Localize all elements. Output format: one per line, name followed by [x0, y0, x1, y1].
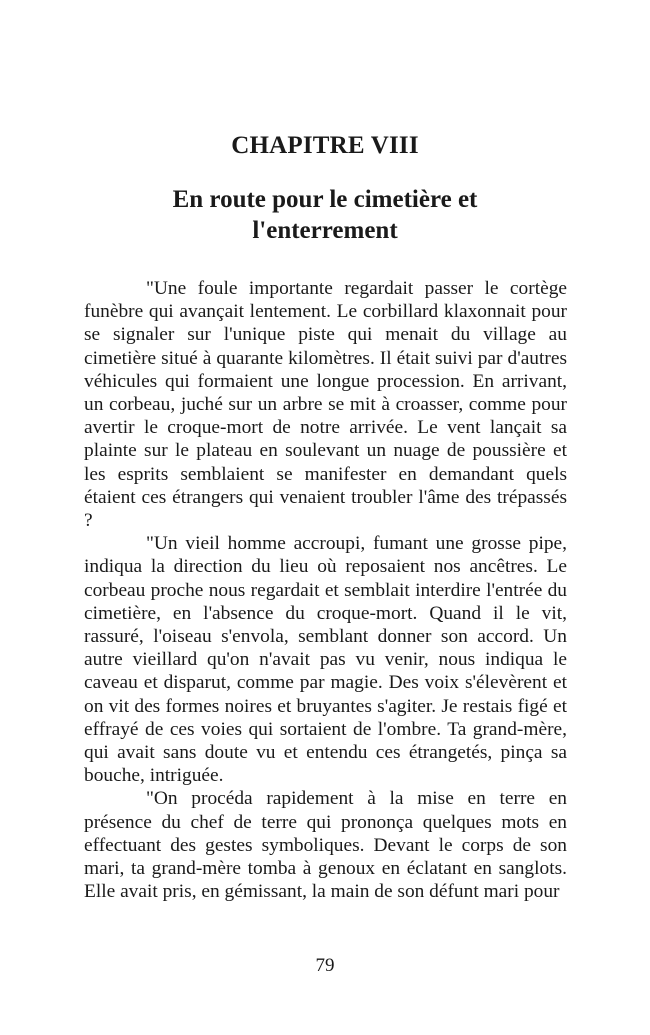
chapter-title: En route pour le cimetière et l'enterrement — [172, 186, 478, 244]
page-number: 79 — [315, 955, 335, 976]
paragraph: "Une foule importante regardait passer le cortège funèbre qui avançait lentement. Le corbillard klaxonnait pour se signaler sur l'unique piste qui menait du village au cimetière situé à quarante kilomètres. Il était suivi par d'autres véhicules qui formaient une longue procession. En arrivant, un corbeau, juché sur un arbre se mit à croasser, comme pour avertir le croque-mort de notre arrivée. Le vent lançait sa plainte sur le plateau en soulevant un nuage de poussière et les esprits semblaient se manifester en demandant quels étaient ces étrangers qui venaient troubler l'âme des trépassés ? — [84, 278, 567, 532]
body-text — [84, 277, 567, 903]
paragraph: "On procéda rapidement à la mise en terre en présence du chef de terre qui prononça quelques mots en effectuant des gestes symboliques. Devant le corps de son mari, ta grand-mère tomba à genoux en éclatant en sanglots. Elle avait pris, en gémissant, la main de son défunt mari pour — [84, 788, 567, 903]
paragraph: "Un vieil homme accroupi, fumant une grosse pipe, indiqua la direction du lieu où reposaient nos ancêtres. Le corbeau proche nous regardait et semblait interdire l'entrée du cimetière, en l'absence du croque-mort. Quand il le vit, rassuré, l'oiseau s'envola, semblant donner son accord. Un autre vieillard qu'on n'avait pas vu venir, nous indiqua le caveau et disparut, comme par magie. Des voix s'élevèrent et on vit des formes noires et bruyantes s'agiter. Je restais figé et effrayé de ces voies qui sortaient de l'ombre. Ta grand-mère, qui avait sans doute vu et entendu ces étrangetés, pinça sa bouche, intriguée. — [84, 533, 567, 787]
chapter-heading: CHAPITRE VIII — [231, 132, 419, 159]
